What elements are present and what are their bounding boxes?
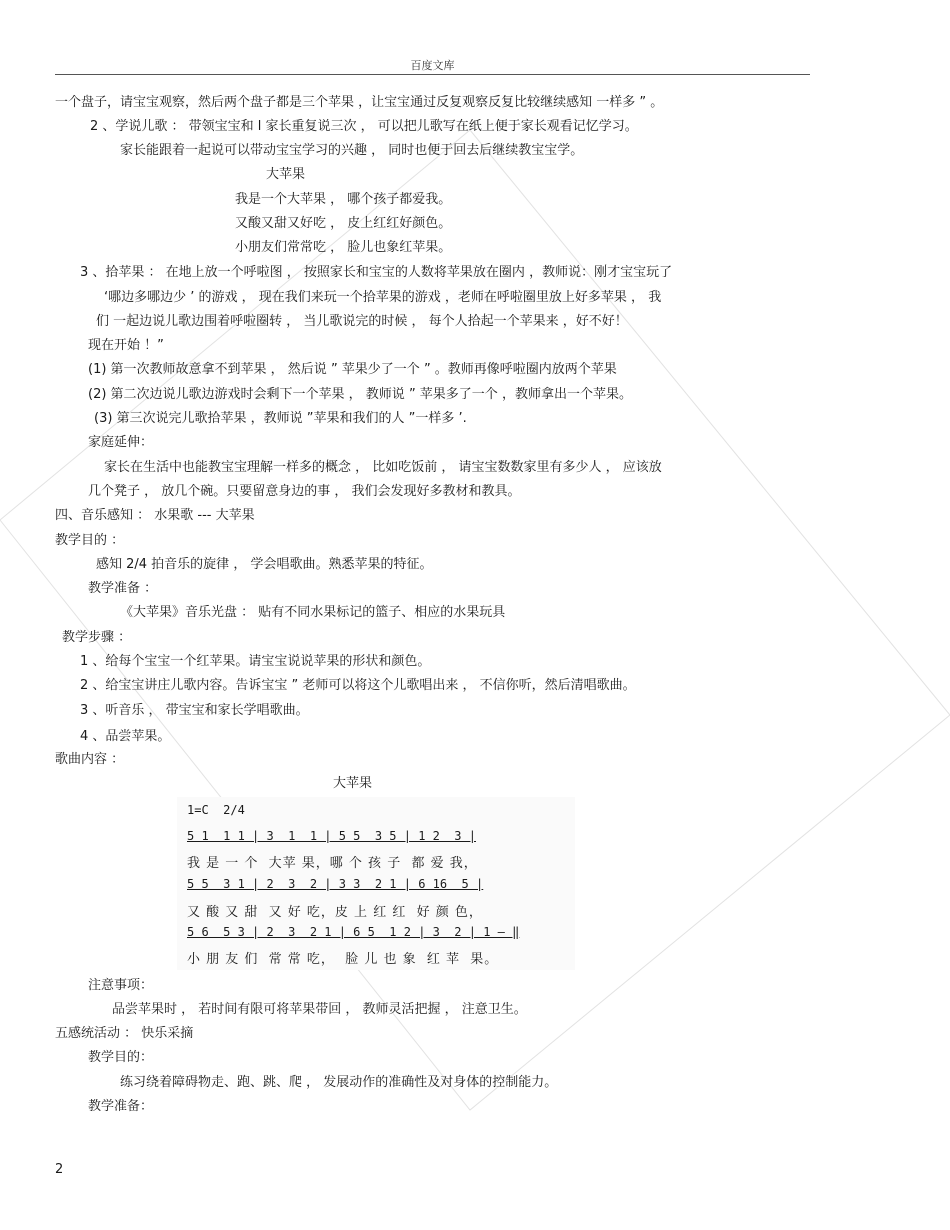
music-score — [177, 797, 575, 970]
score-notes-3: 5 6 5 3 | 2 3 2 1 | 6 5 1 2 | 3 2 | 1 — ‖ — [187, 925, 520, 939]
poem-line-2: 又酸又甜又好吃 ， 皮上红红好颜色。 — [235, 216, 452, 231]
line-18: 教学目的 ： — [55, 533, 125, 548]
line-7: 3 、拾苹果 ： 在地上放一个呼啦图 ， 按照家长和宝宝的人数将苹果放在圈内 ，教师说：刚才宝宝玩了 — [80, 265, 673, 280]
line-32: 教学目的： — [88, 1050, 154, 1065]
line-13: (3) 第三次说完儿歌拾苹果 ，教师说 ”苹果和我们的人 ”一样多 ’. — [94, 411, 467, 426]
line-33: 练习绕着障碍物走、跑、跳、爬 ， 发展动作的准确性及对身体的控制能力。 — [120, 1075, 558, 1090]
line-1: 2 、学说儿歌 ： 带领宝宝和 l 家长重复说三次 ， 可以把儿歌写在纸上便于家长观看记忆学习。 — [90, 119, 638, 134]
line-9: 们 一起边说儿歌边围着呼啦圈转 ， 当儿歌说完的时候 ， 每个人拾起一个苹果来 ，好不好！ — [96, 314, 628, 329]
line-19: 感知 2/4 拍音乐的旋律 ， 学会唱歌曲。熟悉苹果的特征。 — [96, 557, 433, 572]
page-number: 2 — [55, 1162, 64, 1177]
line-21: 《大苹果》音乐光盘 ： 贴有不同水果标记的篮子、相应的水果玩具 — [120, 605, 506, 620]
line-2: 家长能跟着一起说可以带动宝宝学习的兴趣 ， 同时也便于回去后继续教宝宝学。 — [120, 143, 584, 158]
line-12: (2) 第二次边说儿歌边游戏时会剩下一个苹果 ， 教师说 ” 苹果多了一个 ，教师拿出一个苹果。 — [88, 387, 632, 402]
line-14: 家庭延伸： — [88, 435, 154, 450]
section-5-heading: 五感统活动 ： 快乐采摘 — [55, 1026, 194, 1041]
line-24: 2 、给宝宝讲庄儿歌内容。告诉宝宝 ” 老师可以将这个儿歌唱出来 ， 不信你听，然后清唱歌曲。 — [80, 678, 636, 693]
score-notes-2: 5 5 3 1 | 2 3 2 | 3 3 2 1 | 6 16 5 | — [187, 877, 484, 891]
line-10: 现在开始 ！” — [88, 338, 164, 353]
poem-title: 大苹果 — [266, 167, 306, 182]
song-title: 大苹果 — [333, 776, 373, 791]
line-22: 教学步骤 ： — [62, 630, 132, 645]
score-key: 1=C 2/4 — [187, 803, 245, 817]
line-20: 教学准备 ： — [88, 581, 158, 596]
line-34: 教学准备： — [88, 1099, 154, 1114]
line-27: 歌曲内容 ： — [55, 752, 125, 767]
line-15: 家长在生活中也能教宝宝理解一样多的概念 ， 比如吃饭前 ， 请宝宝数数家里有多少人 ， 应该放 — [104, 460, 662, 475]
score-lyrics-1: 我 是 一 个 大苹 果，哪 个 孩 子 都 爱 我， — [187, 856, 478, 871]
line-8: ‘哪边多哪边少 ’ 的游戏 ， 现在我们来玩一个拾苹果的游戏 ，老师在呼啦圈里放上好多苹果 ， 我 — [104, 290, 662, 305]
score-notes-1: 5 1 1 1 | 3 1 1 | 5 5 3 5 | 1 2 3 | — [187, 829, 476, 843]
line-0: 一个盘子，请宝宝观察，然后两个盘子都是三个苹果 ，让宝宝通过反复观察反复比较继续感知 一样多 ” 。 — [55, 95, 664, 110]
line-23: 1 、给每个宝宝一个红苹果。请宝宝说说苹果的形状和颜色。 — [80, 654, 431, 669]
score-lyrics-2: 又 酸 又 甜 又 好 吃，皮 上 红 红 好 颜 色， — [187, 905, 483, 920]
line-11: (1) 第一次教师故意拿不到苹果 ， 然后说 ” 苹果少了一个 ” 。教师再像呼啦圈内放两个苹果 — [88, 362, 617, 377]
header-rule — [55, 74, 810, 75]
poem-line-1: 我是一个大苹果 ， 哪个孩子都爱我。 — [235, 192, 452, 207]
score-lyrics-3: 小 朋 友 们 常 常 吃， 脸 儿 也 象 红 苹 果。 — [187, 952, 499, 967]
page-header: 百度文库 — [410, 59, 455, 72]
line-26: 4 、品尝苹果。 — [80, 729, 171, 744]
line-25: 3 、听音乐 ， 带宝宝和家长学唱歌曲。 — [80, 703, 309, 718]
line-29: 注意事项： — [88, 978, 154, 993]
line-16: 几个凳子 ， 放几个碗。只要留意身边的事 ， 我们会发现好多教材和教具。 — [88, 484, 521, 499]
poem-line-3: 小朋友们常常吃 ， 脸儿也象红苹果。 — [235, 240, 452, 255]
line-30: 品尝苹果时 ， 若时间有限可将苹果带回 ， 教师灵活把握 ， 注意卫生。 — [112, 1002, 527, 1017]
section-4-heading: 四、音乐感知 ： 水果歌 --- 大苹果 — [55, 508, 255, 523]
